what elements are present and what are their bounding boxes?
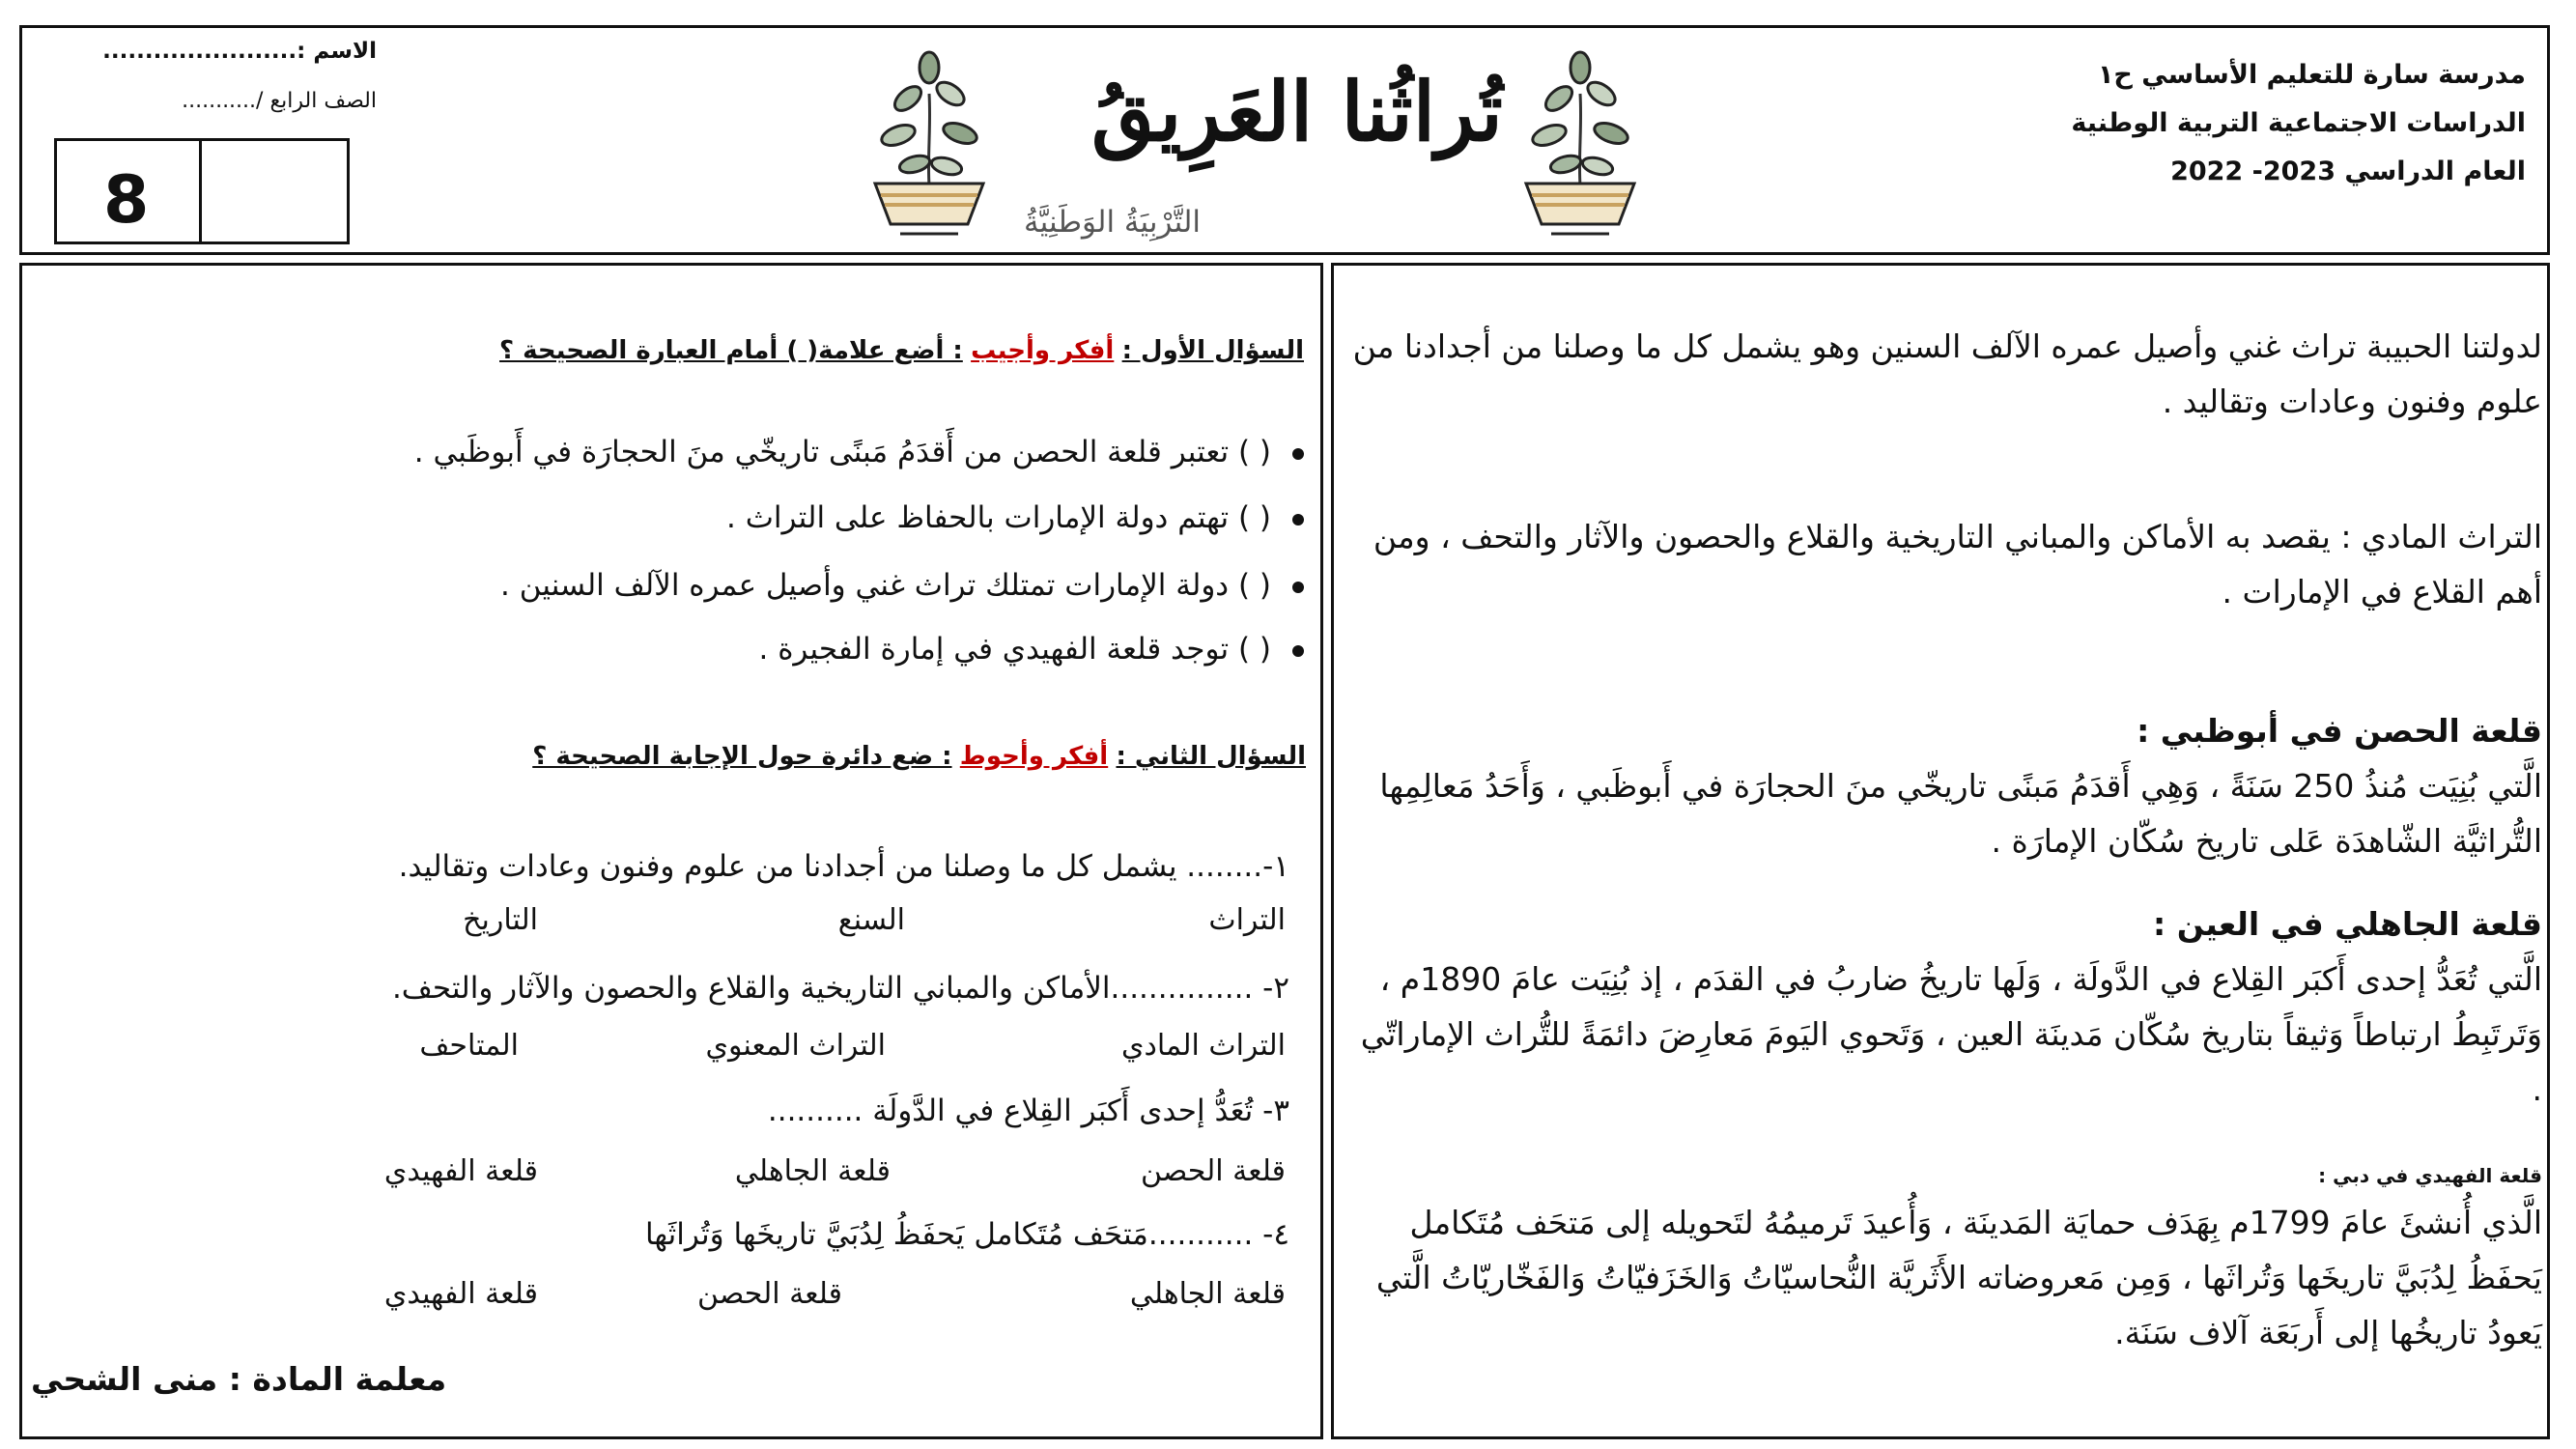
question2-stem: ١-........ يشمل كل ما وصلنا من أجدادنا من علوم وفنون وعادات وتقاليد.	[398, 849, 1289, 884]
plant-pot-icon	[1513, 41, 1648, 243]
answer-option[interactable]: التراث المادي	[1121, 1029, 1286, 1063]
plant-pot-icon	[862, 41, 997, 243]
fahidi-text: الَّذي أُنشئَ عامَ 1799م بِهَدَف حمايَة المَدينَة ، وَأُعيدَ تَرميمُهُ لتَحويله إلى مَتحَف مُتَكامل يَحفَظُ لِدُبَيَّ تاريخَها وَتُراثَها ، وَمِن مَعروضاته الأَثَريَّة النُّحاسيّاتُ وَالخَزَفيّاتُ وَالفَخّاريّاتُ الَّتي يَعودُ تاريخُها إلى أَربَعَة آلاف سَنَة.	[1375, 1204, 2542, 1351]
question1-header	[39, 336, 1304, 365]
teacher-name: معلمة المادة : منى الشحي	[31, 1360, 447, 1398]
grade-field[interactable]: الصف الرابع /...........	[182, 89, 377, 113]
answer-option[interactable]: قلعة الفهيدي	[383, 1154, 538, 1188]
name-field[interactable]: الاسم :.......................	[102, 39, 377, 64]
page-title: تُراثُنا العَرِيقُ	[1091, 64, 1503, 159]
question2-header	[39, 742, 1306, 771]
question1-item: ( ) تهتم دولة الإمارات بالحفاظ على التراث .	[39, 494, 1304, 542]
fahidi-title: قلعة الفهيدي في دبي :	[2318, 1164, 2542, 1187]
answer-option[interactable]: السنع	[837, 903, 905, 937]
answer-option[interactable]: التراث	[1208, 903, 1286, 937]
jahili-text: الَّتي تُعَدُّ إحدى أَكبَر القِلاع في الدَّولَة ، وَلَها تاريخُ ضاربُ في القدَم ، إذ بُنِيَت عامَ 1890م ، وَتَرتَبِطُ ارتباطاً وَثيقاً بتاريخ سُكّان مَدينَة العين ، وَتَحوي اليَومَ مَعارِضَ دائمَةً للتُّراث الإماراتّي .	[1360, 960, 2542, 1108]
question1-instruction: : أضع علامة( ) أمام العبارة الصحيحة ؟	[499, 336, 963, 365]
question1-label: السؤال الأول :	[1121, 336, 1304, 365]
answer-option[interactable]: التراث المعنوي	[705, 1029, 886, 1063]
question2-stem: ٢- ...............الأماكن والمباني التاريخية والقلاع والحصون والآثار والتحف.	[391, 971, 1289, 1006]
answer-option[interactable]: قلعة الجاهلي	[1129, 1277, 1286, 1311]
husn-text: الَّتي بُنِيَت مُنذُ 250 سَنَةً ، وَهِي أَقدَمُ مَبنًى تاريخّي منَ الحجارَة في أَبوظَبي ، وَأَحَدُ مَعالِمِها التُّراثيَّة الشّاهدَة عَلى تاريخ سُكّان الإمارَة .	[1379, 767, 2542, 860]
answer-option[interactable]: التاريخ	[463, 903, 538, 937]
question2-stem: ٤- ...........مَتحَف مُتَكامل يَحفَظُ لِدُبَيَّ تاريخَها وَتُراثَها	[644, 1217, 1289, 1252]
school-name: مدرسة سارة للتعليم الأساسي ح١	[2097, 60, 2526, 90]
score-box	[54, 138, 350, 244]
subject-name: الدراسات الاجتماعية التربية الوطنية	[2071, 108, 2526, 138]
answer-option[interactable]: قلعة الحصن	[1140, 1154, 1286, 1188]
score-total: 8	[103, 162, 150, 239]
question1-item: ( ) توجد قلعة الفهيدي في إمارة الفجيرة .	[39, 625, 1304, 673]
question1-tag: أفكر وأجيب	[971, 336, 1115, 365]
jahili-title: قلعة الجاهلي في العين :	[2153, 905, 2542, 943]
answer-option[interactable]: قلعة الفهيدي	[383, 1277, 538, 1311]
page-subtitle: التَّرْبِيَةُ الوَطَنِيَّةُ	[1024, 205, 1202, 240]
question2-stem: ٣- تُعَدُّ إحدى أَكبَر القِلاع في الدَّولَة ..........	[767, 1094, 1289, 1128]
question1-item: ( ) دولة الإمارات تمتلك تراث غني وأصيل عمره الآلف السنين .	[39, 561, 1304, 610]
question2-label: السؤال الثاني :	[1116, 742, 1306, 771]
question2-instruction: : ضع دائرة حول الإجابة الصحيحة ؟	[532, 742, 952, 771]
answer-option[interactable]: المتاحف	[419, 1029, 519, 1063]
answer-option[interactable]: قلعة الحصن	[696, 1277, 842, 1311]
husn-title: قلعة الحصن في أبوظبي :	[2137, 712, 2542, 750]
reading-material-heritage: التراث المادي : يقصد به الأماكن والمباني التاريخية والقلاع والحصون والآثار والتحف ، ومن أهم القلاع في الإمارات .	[1373, 518, 2542, 611]
question1-item: ( ) تعتبر قلعة الحصن من أَقدَمُ مَبنًى تاريخّي منَ الحجارَة في أَبوظَبي .	[39, 428, 1304, 476]
academic-year: العام الدراسي 2023- 2022	[2170, 156, 2526, 186]
answer-option[interactable]: قلعة الجاهلي	[734, 1154, 891, 1188]
question2-tag: أفكر وأحوط	[959, 742, 1109, 771]
reading-intro: لدولتنا الحبيبة تراث غني وأصيل عمره الآلف السنين وهو يشمل كل ما وصلنا من أجدادنا من علوم وفنون وعادات وتقاليد .	[1352, 327, 2542, 420]
